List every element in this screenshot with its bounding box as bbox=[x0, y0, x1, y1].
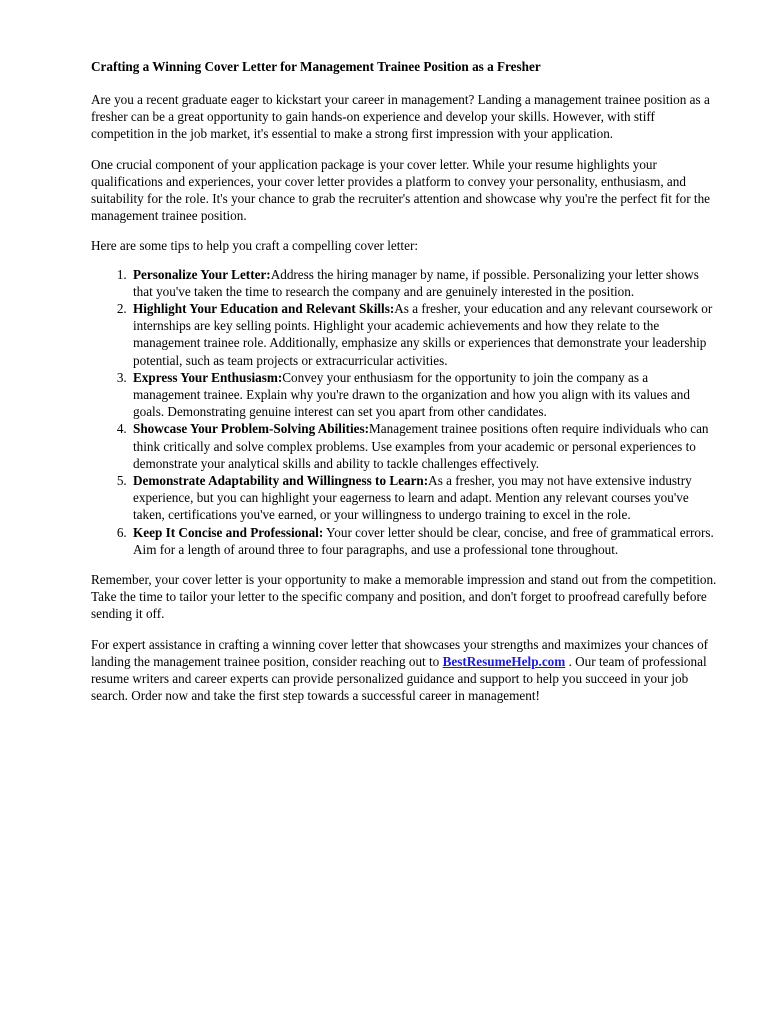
cta-text-after-link: . Our team of professional resume writers and career experts can provide personalized guidance and support to help you succeed in your job search. Order now and take the first step towards a successful career in management! bbox=[91, 653, 707, 704]
tip-body: Management trainee positions often require individuals who can think critically and solve complex problems. Use examples from your academic or personal experiences to demonstrate your analytical skills and ability to tackle challenges effectively. bbox=[133, 421, 709, 471]
cta-text-before-link: For expert assistance in crafting a winning cover letter that showcases your strengths and maximizes your chances of landing the management trainee position, consider reaching out to bbox=[91, 636, 709, 669]
tip-body: Your cover letter should be clear, concise, and free of grammatical errors. Aim for a length of around three to four paragraphs, and use a professional tone throughout. bbox=[133, 524, 714, 557]
tip-lead: Personalize Your Letter: bbox=[133, 266, 271, 282]
intro-paragraph-2: One crucial component of your application package is your cover letter. While your resume highlights your qualifications and experiences, your cover letter provides a platform to convey your personality, enthusiasm, and suitability for the role. It's your chance to grab the recruiter's attention and showcase why you're the perfect fit for the management trainee position. bbox=[91, 156, 711, 224]
list-item bbox=[130, 266, 718, 300]
list-item bbox=[130, 420, 718, 472]
tip-lead: Showcase Your Problem-Solving Abilities: bbox=[133, 421, 370, 437]
bestresumehelp-link[interactable]: BestResumeHelp.com bbox=[442, 653, 566, 669]
list-item bbox=[130, 369, 718, 421]
list-item bbox=[130, 300, 718, 369]
tip-lead: Demonstrate Adaptability and Willingness to Learn: bbox=[133, 473, 429, 489]
list-item bbox=[130, 524, 718, 558]
tip-body: Address the hiring manager by name, if possible. Personalizing your letter shows that you've taken the time to research the company and are genuinely interested in the position. bbox=[133, 266, 699, 299]
tip-body: As a fresher, your education and any relevant coursework or internships are key selling points. Highlight your academic achievements and how they relate to the management trainee role. Additionally, emphasize any skills or experiences that demonstrate your leadership potential, such as team projects or extracurricular activities. bbox=[133, 301, 713, 368]
page-title: Crafting a Winning Cover Letter for Management Trainee Position as a Fresher bbox=[91, 59, 541, 74]
tip-lead: Highlight Your Education and Relevant Skills: bbox=[133, 301, 395, 317]
tip-body: Convey your enthusiasm for the opportunity to join the company as a management trainee. Explain why you're drawn to the organization and how you align with its values and goals. Demonstrating genuine interest can set you apart from other candidates. bbox=[133, 369, 690, 420]
closing-paragraph: Remember, your cover letter is your opportunity to make a memorable impression and stand out from the competition. Take the time to tailor your letter to the specific company and position, and don't forget to proofread carefully before sending it off. bbox=[91, 572, 717, 622]
cta-paragraph bbox=[91, 636, 718, 705]
tips-list bbox=[91, 266, 718, 558]
tip-lead: Keep It Concise and Professional: bbox=[133, 524, 324, 540]
list-item bbox=[130, 472, 718, 524]
tip-lead: Express Your Enthusiasm: bbox=[133, 369, 283, 385]
intro-paragraph-1: Are you a recent graduate eager to kickstart your career in management? Landing a management trainee position as a fresher can be a great opportunity to gain hands-on experience and develop your skills. However, with stiff competition in the job market, it's essential to make a strong first impression with your application. bbox=[91, 92, 710, 142]
document-body bbox=[91, 58, 718, 705]
tips-intro-text: Here are some tips to help you craft a compelling cover letter: bbox=[91, 238, 418, 254]
tip-body: As a fresher, you may not have extensive industry experience, but you can highlight your eagerness to learn and adapt. Mention any relevant courses you've taken, certifications you've earned, or your willingness to undergo training to excel in the role. bbox=[133, 473, 692, 523]
